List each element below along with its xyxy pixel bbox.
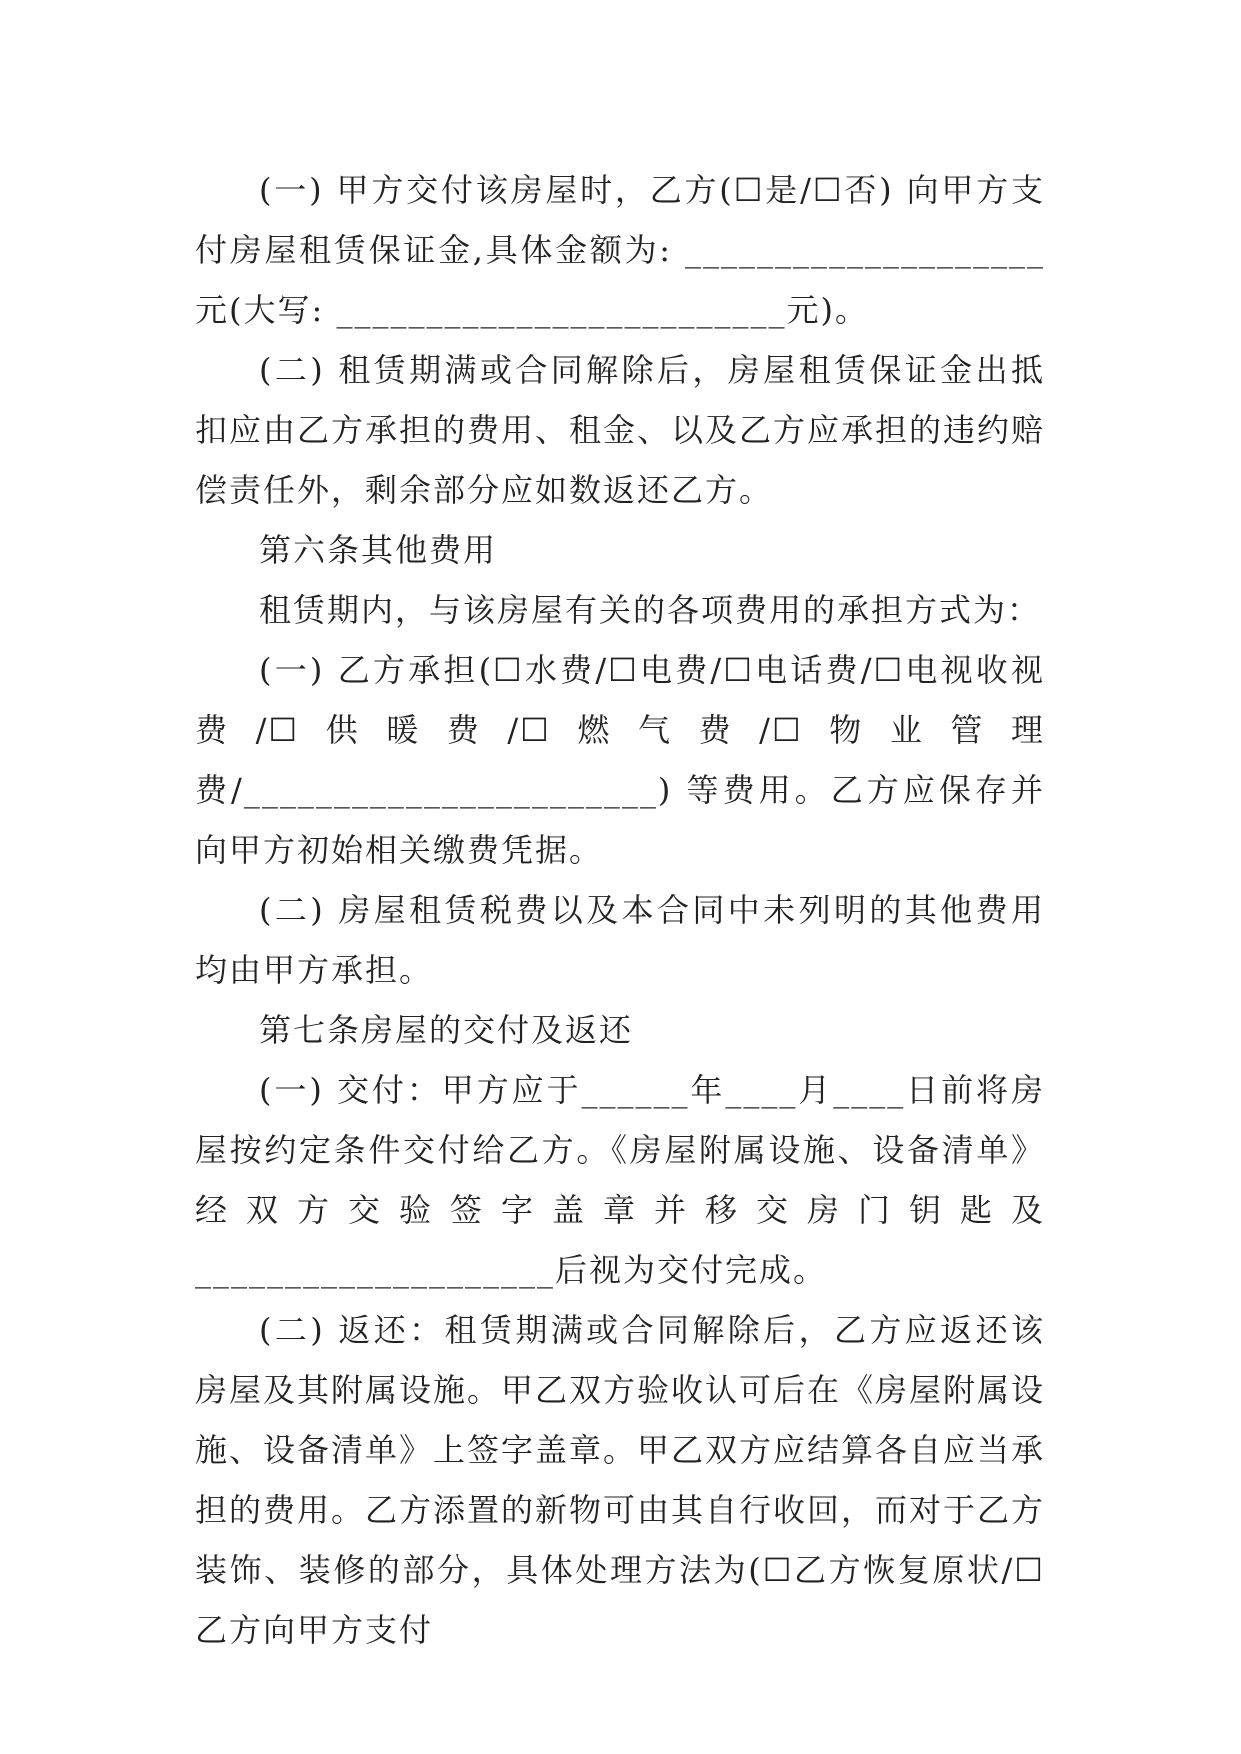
article-7-heading: 第七条房屋的交付及返还: [259, 1011, 634, 1049]
clause-5-1-deposit: (一) 甲方交付该房屋时，乙方(☐是/☐否) 向甲方支付房屋租赁保证金,具体金额为: ____________________元(大写: _________________________元)。: [195, 171, 1045, 329]
document-page: [195, 160, 1045, 1660]
clause-6-2-landlord-fees: (二) 房屋租赁税费以及本合同中未列明的其他费用均由甲方承担。: [195, 891, 1045, 989]
article-6-heading: 第六条其他费用: [259, 531, 498, 569]
article-6-intro: 租赁期内，与该房屋有关的各项费用的承担方式为：: [259, 591, 1042, 629]
clause-5-2-deposit-return: (二) 租赁期满或合同解除后，房屋租赁保证金出抵扣应由乙方承担的费用、租金、以及乙方应承担的违约赔偿责任外，剩余部分应如数返还乙方。: [195, 351, 1046, 509]
clause-7-1-delivery: (一) 交付：甲方应于______年____月____日前将房屋按约定条件交付给乙方。《房屋附属设施、设备清单》经双方交验签字盖章并移交房门钥匙及____________________后视为交付完成。: [195, 1071, 1045, 1289]
clause-6-1-tenant-fees: (一) 乙方承担(☐水费/☐电费/☐电话费/☐电视收视费/☐供暖费/☐燃气费/☐物业管理费/_______________________) 等费用。乙方应保存并向甲方初始相关缴费凭据。: [195, 651, 1045, 869]
clause-7-2-return: (二) 返还：租赁期满或合同解除后，乙方应返还该房屋及其附属设施。甲乙双方验收认可后在《房屋附属设施、设备清单》上签字盖章。甲乙双方应结算各自应当承担的费用。乙方添置的新物可由其自行收回，而对于乙方装饰、装修的部分，具体处理方法为(☐乙方恢复原状/☐乙方向甲方支付: [195, 1311, 1046, 1649]
